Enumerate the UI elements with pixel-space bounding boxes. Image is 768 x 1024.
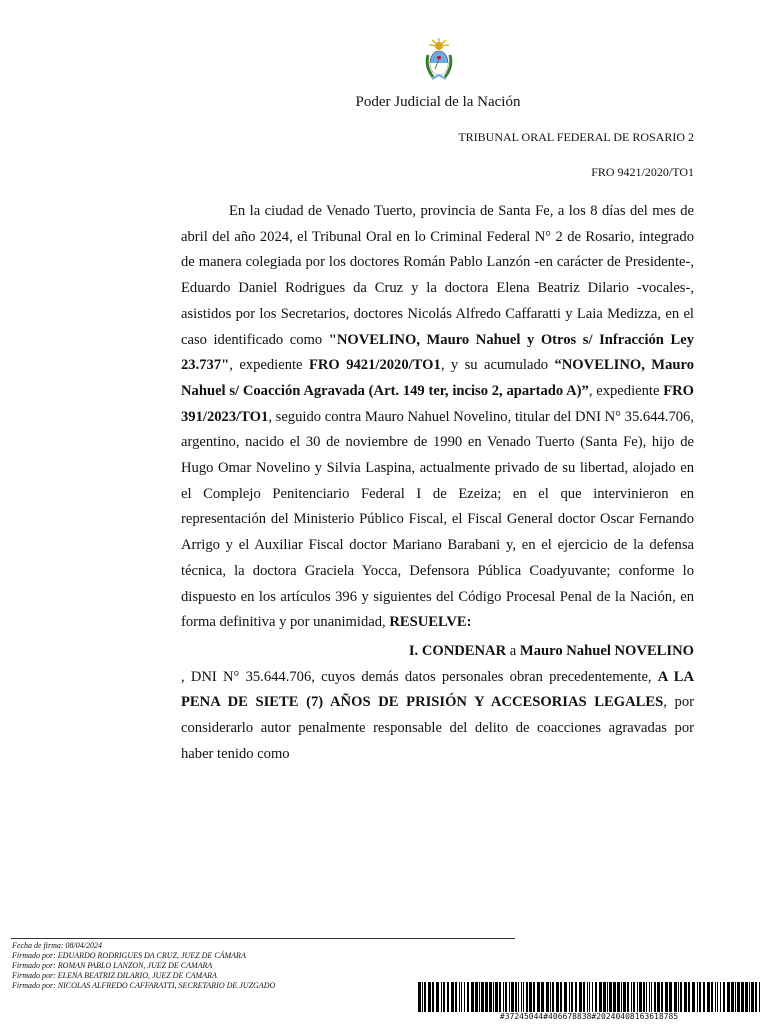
barcode-bar [443, 982, 445, 1012]
barcode-bar [678, 982, 679, 1012]
barcode-bar [521, 982, 522, 1012]
barcode-bar [523, 982, 524, 1012]
signature-line: Firmado por: EDUARDO RODRIGUES DA CRUZ, JUEZ DE CÁMARA [12, 951, 246, 961]
barcode-bar [541, 982, 544, 1012]
barcode-bar [436, 982, 439, 1012]
signature-block [12, 941, 275, 991]
barcode-bar [599, 982, 602, 1012]
barcode-bar [613, 982, 616, 1012]
resolution-heading: I. CONDENAR a Mauro Nahuel NOVELINO [408, 642, 694, 659]
barcode-bar [575, 982, 577, 1012]
barcode-bar [503, 982, 504, 1012]
resolution-paragraph: , DNI N° 35.644.706, cuyos demás datos personales obran precedentemente, A LA PENA DE SIETE (7) AÑOS DE PRISIÓN Y ACCESORIAS LEGALES, por considerarlo autor penalmente responsable del delito de coacciones agravadas por haber tenido como [181, 668, 694, 762]
barcode-bar [499, 982, 501, 1012]
barcode-bar [646, 982, 647, 1012]
barcode-bar [755, 982, 757, 1012]
barcode-bar [459, 982, 460, 1012]
barcode-bar [533, 982, 535, 1012]
barcode-bar [471, 982, 474, 1012]
barcode-bar [464, 982, 465, 1012]
barcode-bar [428, 982, 431, 1012]
barcode-bar [475, 982, 478, 1012]
barcode-bar [422, 982, 423, 1012]
barcode-bar [529, 982, 532, 1012]
barcode-bar [707, 982, 710, 1012]
barcode-bar [515, 982, 517, 1012]
barcode-bar [603, 982, 606, 1012]
barcode-bar [589, 982, 590, 1012]
barcode-bar [717, 982, 718, 1012]
barcode-bar [688, 982, 690, 1012]
document-body [181, 199, 694, 767]
barcode-bar [649, 982, 650, 1012]
barcode-bar [550, 982, 551, 1012]
barcode-number: #37245044#406678838#20240408163618785 [499, 1012, 679, 1021]
barcode-bar [661, 982, 663, 1012]
barcode-bar [564, 982, 567, 1012]
barcode-bar [631, 982, 632, 1012]
barcode-bar [607, 982, 608, 1012]
barcode-bar [749, 982, 750, 1012]
barcode-bar [441, 982, 442, 1012]
barcode-bar [669, 982, 672, 1012]
barcode-bar [552, 982, 554, 1012]
barcode-bar [432, 982, 434, 1012]
barcode-bar [418, 982, 421, 1012]
barcode-bar [684, 982, 687, 1012]
barcode-bar [424, 982, 426, 1012]
barcode-bar [745, 982, 748, 1012]
barcode-bar [485, 982, 488, 1012]
barcode-bar [609, 982, 612, 1012]
barcode-bar [511, 982, 514, 1012]
barcode-bar [727, 982, 730, 1012]
barcode-bar [617, 982, 620, 1012]
barcode-bar [526, 982, 528, 1012]
barcode-bar [546, 982, 549, 1012]
barcode-bar [493, 982, 494, 1012]
barcode-bar [489, 982, 492, 1012]
barcode-bar [665, 982, 668, 1012]
barcode-bar [571, 982, 573, 1012]
barcode-bar [621, 982, 622, 1012]
barcode-bar [451, 982, 454, 1012]
barcode-bar [699, 982, 701, 1012]
barcode-bar [731, 982, 734, 1012]
barcode-bar [509, 982, 510, 1012]
barcode-bar [741, 982, 744, 1012]
signature-line: Firmado por: ROMAN PABLO LANZON, JUEZ DE CAMARA [12, 961, 213, 971]
barcode-bar [455, 982, 457, 1012]
opening-paragraph: En la ciudad de Venado Tuerto, provincia de Santa Fe, a los 8 días del mes de abril del año 2024, el Tribunal Oral en lo Criminal Federal N° 2 de Rosario, integrado de manera colegiada por los doctores Román Pablo Lanzón -en carácter de Presidente-, Eduardo Daniel Rodrigues da Cruz y la doctora Elena Beatriz Dilario -vocales-, asistidos por los Secretarios, doctores Nicolás Alfredo Caffaratti y Laia Medizza, en el caso identificado como "NOVELINO, Mauro Nahuel y Otros s/ Infracción Ley 23.737", expediente FRO 9421/2020/TO1, y su acumulado “NOVELINO, Mauro Nahuel s/ Coacción Agravada (Art. 149 ter, inciso 2, apartado A)”, expediente FRO 391/2023/TO1, seguido contra Mauro Nahuel Novelino, titular del DNI N° 35.644.706, argentino, nacido el 30 de noviembre de 1990 en Venado Tuerto (Santa Fe), hijo de Hugo Omar Novelino y Silvia Laspina, actualmente privado de su libertad, alojado en el Complejo Penitenciario Federal I de Ezeiza; en el que intervinieron en representación del Ministerio Público Fiscal, el Fiscal General doctor Oscar Fernando Arrigo y el Auxiliar Fiscal doctor Mariano Barabani y, en el ejercicio de la defensa técnica, la doctora Graciela Yocca, Defensora Pública Coadyuvante; conforme lo dispuesto en los artículos 396 y siguientes del Código Procesal Penal de la Nación, en forma definitiva y por unanimidad, RESUELVE: [181, 203, 695, 631]
case-number: FRO 9421/2020/TO1 [591, 165, 694, 179]
barcode-bar [680, 982, 682, 1012]
barcode-bar [639, 982, 642, 1012]
barcode-bar [587, 982, 588, 1012]
argentina-coat-of-arms-seal [421, 37, 457, 83]
barcode-bar [579, 982, 582, 1012]
barcode-bar [560, 982, 562, 1012]
barcode-bar [467, 982, 469, 1012]
barcode-bar [637, 982, 638, 1012]
barcode-bar [537, 982, 540, 1012]
barcode-bar [592, 982, 593, 1012]
barcode-bar [759, 982, 760, 1012]
barcode-bar [479, 982, 480, 1012]
barcode-bar [595, 982, 597, 1012]
barcode-bar [643, 982, 645, 1012]
barcode-bar [657, 982, 660, 1012]
barcode-bar [654, 982, 656, 1012]
signature-line: Firmado por: ELENA BEATRIZ DILARIO, JUEZ DE CAMARA [12, 971, 217, 981]
barcode-bar [715, 982, 716, 1012]
barcode-bar [556, 982, 559, 1012]
court-name: TRIBUNAL ORAL FEDERAL DE ROSARIO 2 [458, 130, 694, 144]
barcode-bar [723, 982, 725, 1012]
barcode-bar [505, 982, 507, 1012]
barcode-bar [583, 982, 585, 1012]
page-title: Poder Judicial de la Nación [355, 94, 521, 110]
barcode-bar [751, 982, 754, 1012]
barcode-bar [720, 982, 721, 1012]
barcode-bar [569, 982, 570, 1012]
barcode-bar [697, 982, 698, 1012]
barcode-bar [447, 982, 449, 1012]
barcode-bar [651, 982, 652, 1012]
barcode-bar [633, 982, 635, 1012]
barcode-bar [703, 982, 705, 1012]
barcode [418, 982, 760, 1012]
signature-divider [11, 938, 515, 939]
barcode-bar [674, 982, 677, 1012]
barcode-bar [737, 982, 740, 1012]
signature-line: Firmado por: NICOLAS ALFREDO CAFFARATTI, SECRETARIO DE JUZGADO [12, 981, 276, 991]
barcode-bar [495, 982, 498, 1012]
barcode-bar [627, 982, 629, 1012]
barcode-bar [518, 982, 519, 1012]
barcode-bar [711, 982, 713, 1012]
barcode-bar [692, 982, 695, 1012]
barcode-bar [481, 982, 484, 1012]
signature-date: Fecha de firma: 08/04/2024 [12, 941, 102, 950]
barcode-bar [623, 982, 626, 1012]
barcode-bar [735, 982, 736, 1012]
barcode-bar [461, 982, 462, 1012]
